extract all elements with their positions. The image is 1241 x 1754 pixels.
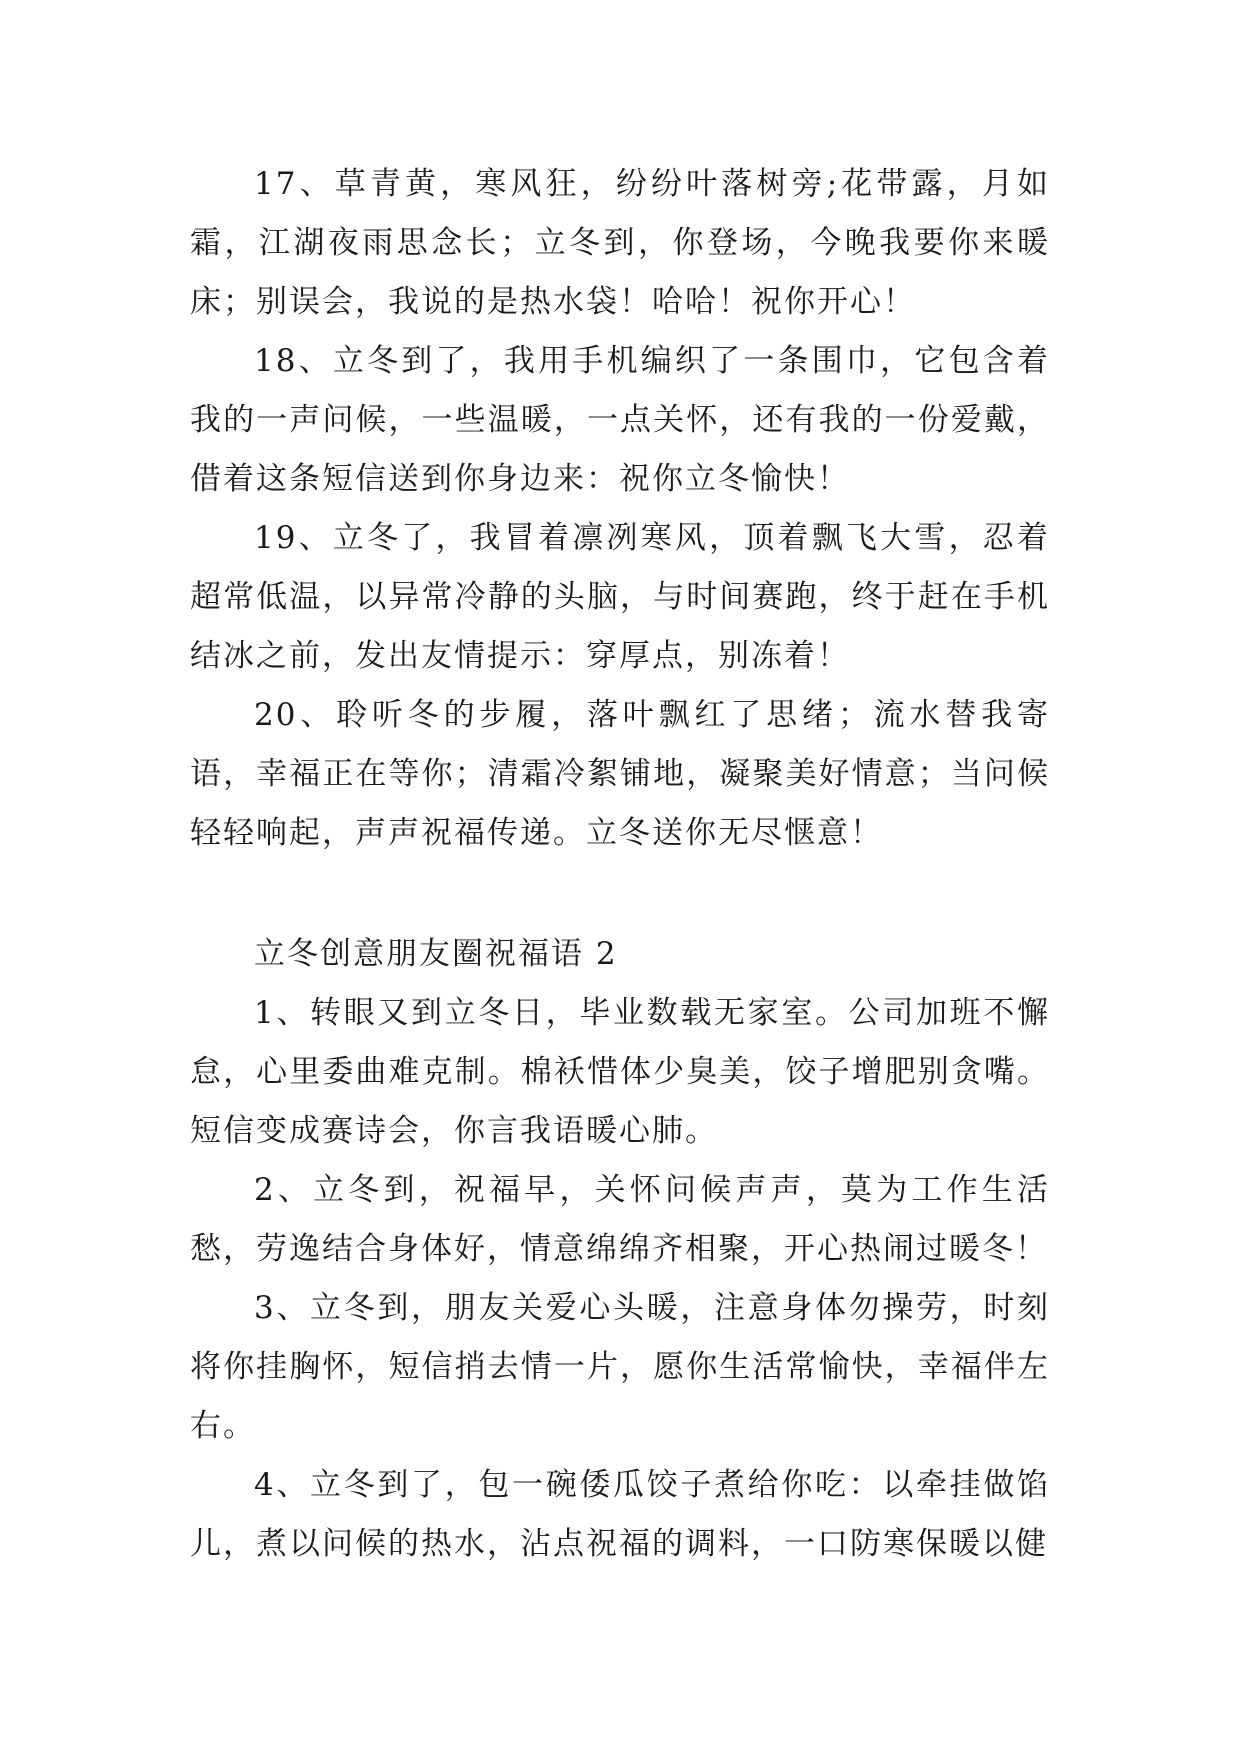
section-heading: 立冬创意朋友圈祝福语 2 <box>254 936 618 972</box>
paragraph-4: 4、立冬到了，包一碗倭瓜饺子煮给你吃：以牵挂做馅儿，煮以问候的热水，沾点祝福的调料，一口防寒保暖以健 <box>190 1467 1050 1562</box>
paragraph-17: 17、草青黄，寒风狂，纷纷叶落树旁;花带露，月如霜，江湖夜雨思念长；立冬到，你登场，今晚我要你来暖床；别误会，我说的是热水袋！哈哈！祝你开心！ <box>190 166 1050 320</box>
paragraph-1: 1、转眼又到立冬日，毕业数载无家室。公司加班不懈怠，心里委曲难克制。棉袄惜体少臭美，饺子增肥别贪嘴。短信变成赛诗会，你言我语暖心肺。 <box>190 995 1050 1149</box>
paragraph-3: 3、立冬到，朋友关爱心头暖，注意身体勿操劳，时刻将你挂胸怀，短信捎去情一片，愿你生活常愉快，幸福伴左右。 <box>190 1290 1050 1444</box>
paragraph-20: 20、聆听冬的步履，落叶飘红了思绪；流水替我寄语，幸福正在等你；清霜冷絮铺地，凝聚美好情意；当问候轻轻响起，声声祝福传递。立冬送你无尽惬意！ <box>190 697 1050 851</box>
paragraph-18: 18、立冬到了，我用手机编织了一条围巾，它包含着我的一声问候，一些温暖，一点关怀，还有我的一份爱戴，借着这条短信送到你身边来：祝你立冬愉快！ <box>190 343 1050 497</box>
paragraph-2: 2、立冬到，祝福早，关怀问候声声，莫为工作生活愁，劳逸结合身体好，情意绵绵齐相聚，开心热闹过暖冬！ <box>190 1172 1050 1267</box>
paragraph-19: 19、立冬了，我冒着凛冽寒风，顶着飘飞大雪，忍着超常低温，以异常冷静的头脑，与时间赛跑，终于赶在手机结冰之前，发出友情提示：穿厚点，别冻着！ <box>190 520 1050 674</box>
document-body <box>190 155 1050 1574</box>
